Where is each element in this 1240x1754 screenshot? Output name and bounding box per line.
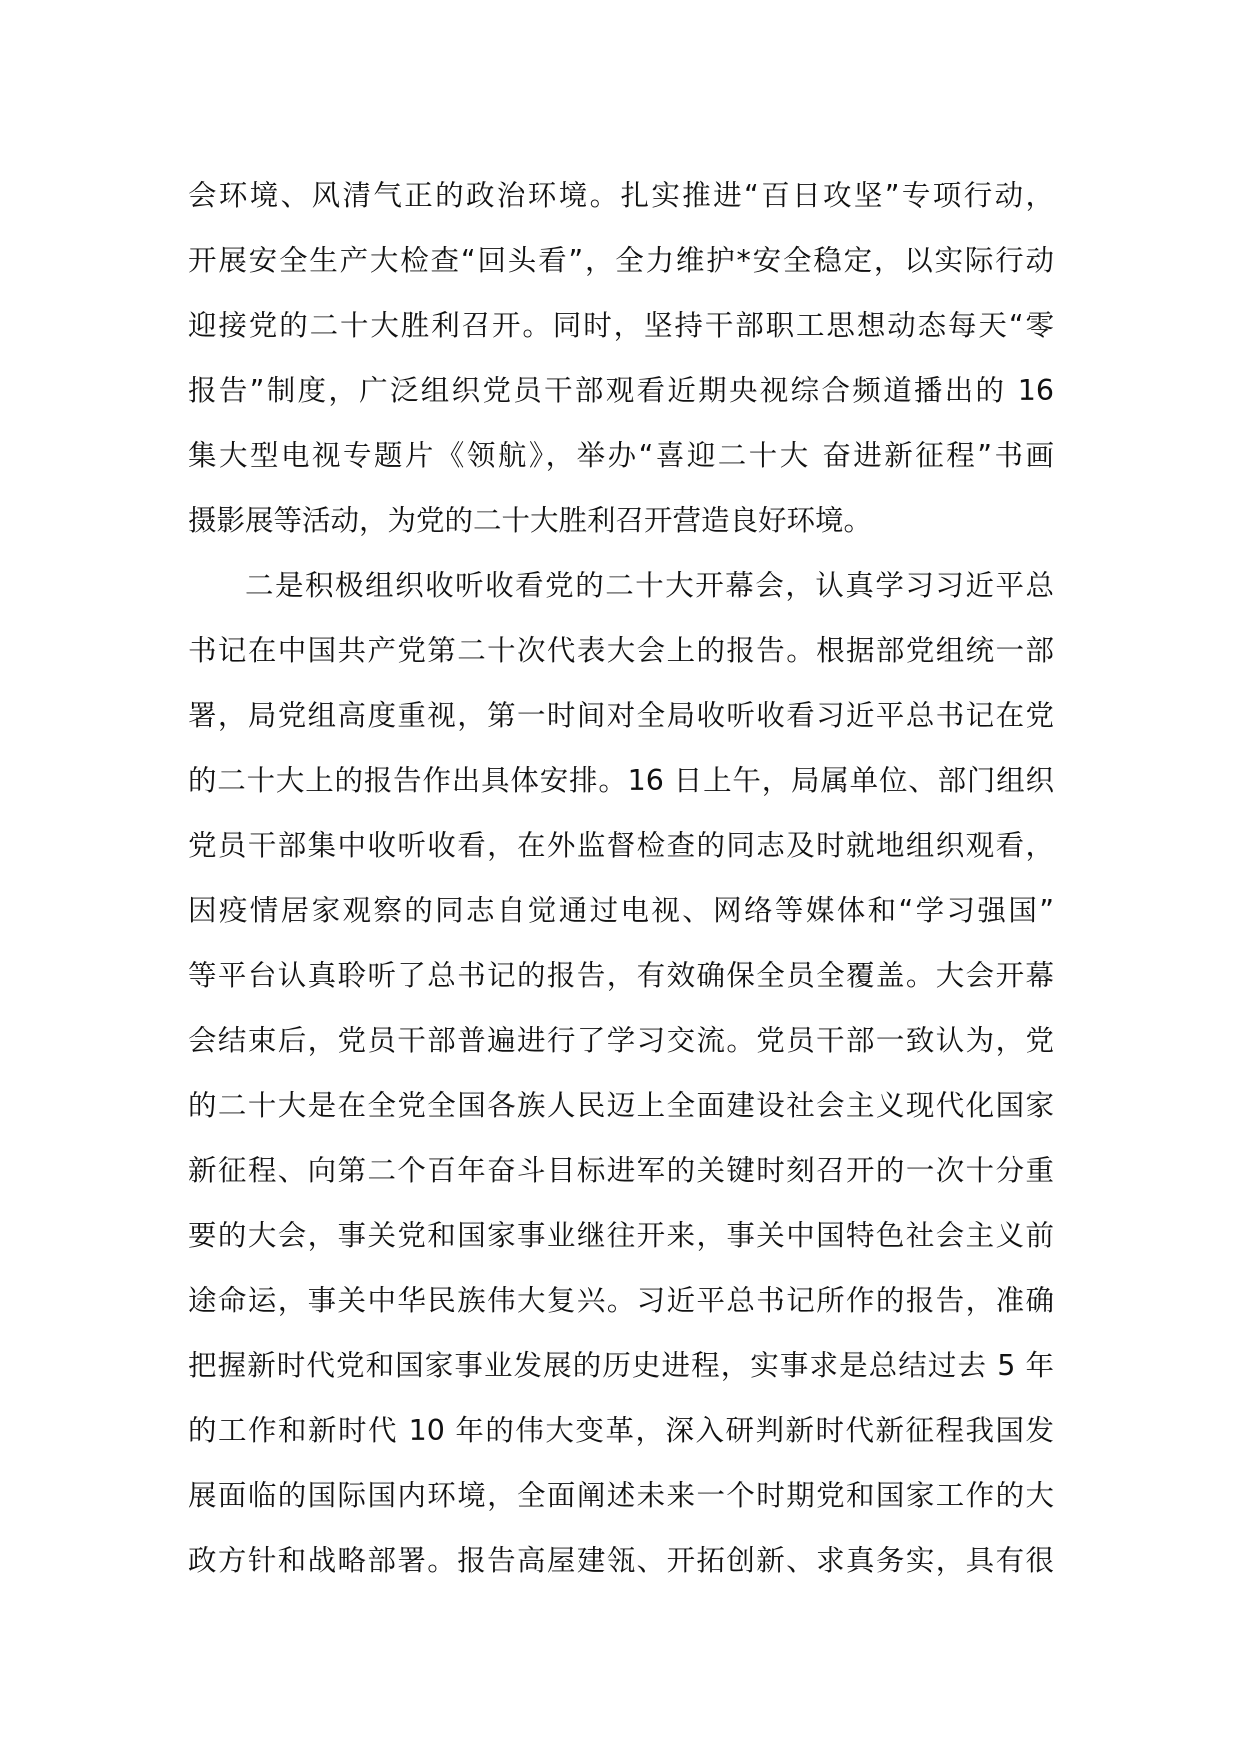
text-line: 的工作和新时代 10 年的伟大变革，深入研判新时代新征程我国发 [188,1414,1054,1447]
text-line: 党员干部集中收听收看，在外监督检查的同志及时就地组织观看， [188,829,1054,862]
text-line: 要的大会，事关党和国家事业继往开来，事关中国特色社会主义前 [188,1219,1054,1252]
paragraph-first-line: 二是积极组织收听收看党的二十大开幕会，认真学习习近平总 [245,569,1054,602]
text-line: 把握新时代党和国家事业发展的历史进程，实事求是总结过去 5 年 [188,1349,1054,1382]
text-line: 的二十大是在全党全国各族人民迈上全面建设社会主义现代化国家 [188,1089,1054,1122]
text-line: 因疫情居家观察的同志自觉通过电视、网络等媒体和“学习强国” [188,894,1054,927]
text-line: 集大型电视专题片《领航》，举办“喜迎二十大 奋进新征程”书画 [188,439,1054,472]
text-line: 摄影展等活动，为党的二十大胜利召开营造良好环境。 [188,504,873,537]
text-line: 书记在中国共产党第二十次代表大会上的报告。根据部党组统一部 [188,634,1054,667]
text-line: 途命运，事关中华民族伟大复兴。习近平总书记所作的报告，准确 [188,1284,1054,1317]
text-line: 等平台认真聆听了总书记的报告，有效确保全员全覆盖。大会开幕 [188,959,1054,992]
text-line: 开展安全生产大检查“回头看”，全力维护*安全稳定，以实际行动 [188,244,1054,277]
text-line: 的二十大上的报告作出具体安排。16 日上午，局属单位、部门组织 [188,764,1054,797]
text-line: 展面临的国际国内环境，全面阐述未来一个时期党和国家工作的大 [188,1479,1054,1512]
text-line: 新征程、向第二个百年奋斗目标进军的关键时刻召开的一次十分重 [188,1154,1054,1187]
body-text [188,163,1054,1593]
text-line: 署，局党组高度重视，第一时间对全局收听收看习近平总书记在党 [188,699,1054,732]
text-line: 会环境、风清气正的政治环境。扎实推进“百日攻坚”专项行动， [188,179,1054,212]
text-line: 会结束后，党员干部普遍进行了学习交流。党员干部一致认为，党 [188,1024,1054,1057]
text-line: 政方针和战略部署。报告高屋建瓴、开拓创新、求真务实，具有很 [188,1544,1054,1577]
text-line: 迎接党的二十大胜利召开。同时，坚持干部职工思想动态每天“零 [188,309,1054,342]
text-line: 报告”制度，广泛组织党员干部观看近期央视综合频道播出的 16 [188,374,1054,407]
